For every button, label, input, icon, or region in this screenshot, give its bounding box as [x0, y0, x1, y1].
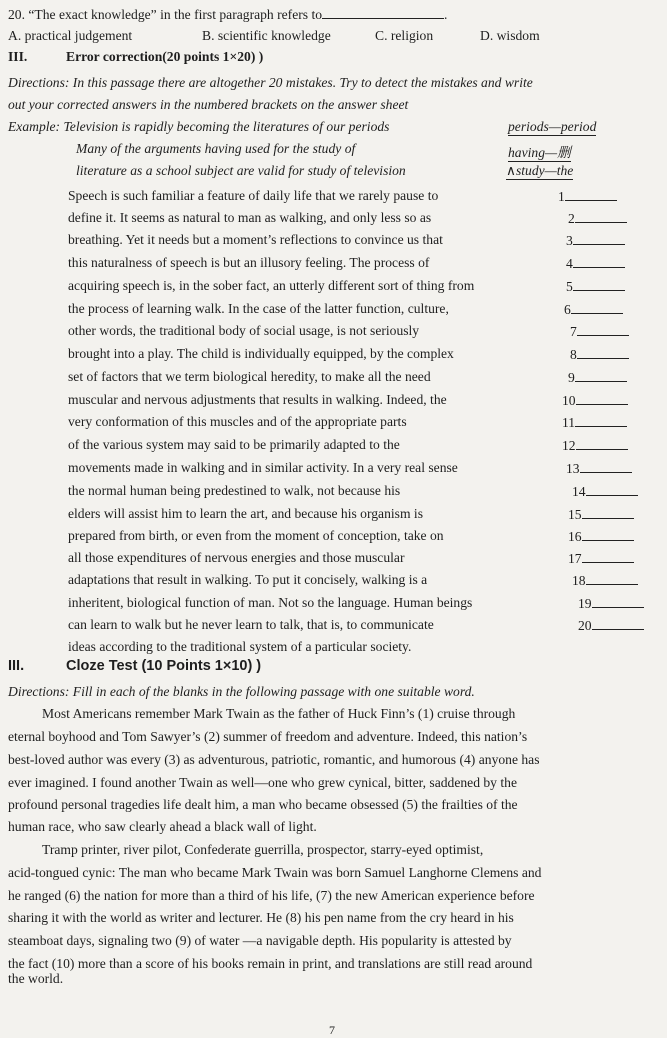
- passage-line: muscular and nervous adjustments that results in walking. Indeed, the 10: [68, 392, 667, 408]
- section-number: III.: [8, 658, 25, 674]
- answer-slot[interactable]: 14: [572, 483, 638, 500]
- option-a: A. practical judgement: [8, 28, 133, 43]
- passage-line: very conformation of this muscles and of the appropriate parts 11: [68, 414, 667, 430]
- example-text: Many of the arguments having used for the study of: [76, 141, 356, 156]
- passage-line: define it. It seems as natural to man as walking, and only less so as 2: [68, 210, 667, 226]
- answer-slot[interactable]: 18: [572, 572, 638, 589]
- passage-line: inheritent, biological function of man. Not so the language. Human beings 19: [68, 595, 667, 611]
- example-line-1: [8, 119, 667, 135]
- option-b: B. scientific knowledge: [202, 28, 331, 43]
- section-number: III.: [8, 49, 28, 64]
- answer-slot[interactable]: 13: [566, 460, 632, 477]
- answer-slot[interactable]: 3: [566, 232, 625, 249]
- cloze-line: profound personal tragedies life dealt him, a man who became obsessed (5) the frailties of the: [8, 797, 518, 812]
- answer-slot[interactable]: 2: [568, 210, 627, 227]
- answer-slot[interactable]: 17: [568, 550, 634, 567]
- option-c: C. religion: [375, 28, 434, 43]
- passage-line: elders will assist him to learn the art, and because his organism is 15: [68, 506, 667, 522]
- error-directions-2: out your corrected answers in the numbered brackets on the answer sheet: [8, 97, 409, 112]
- answer-blank[interactable]: [322, 6, 444, 19]
- answer-slot[interactable]: 19: [578, 595, 644, 612]
- cloze-line: the fact (10) more than a score of his books remain in print, and translations are still read around: [8, 956, 533, 971]
- page-number: 7: [329, 1023, 335, 1037]
- answer-slot[interactable]: 1: [558, 188, 617, 205]
- answer-slot[interactable]: 6: [564, 301, 623, 318]
- cloze-directions: Directions: Fill in each of the blanks in the following passage with one suitable word.: [8, 684, 475, 699]
- answer-slot[interactable]: 4: [566, 255, 625, 272]
- cloze-line: sharing it with the world as writer and lecturer. He (8) his pen name from the cry heard in his: [8, 910, 514, 925]
- example-line-3: [76, 163, 667, 179]
- answer-slot[interactable]: 20: [578, 617, 644, 634]
- question-20-stem: 20. “The exact knowledge” in the first paragraph refers to: [8, 7, 323, 22]
- passage-line: acquiring speech is, in the sober fact, an utterly different sort of thing from 5: [68, 278, 667, 294]
- error-directions-1: Directions: In this passage there are altogether 20 mistakes. Try to detect the mistakes and write: [8, 75, 533, 90]
- cloze-line: best-loved author was every (3) as adventurous, patriotic, romantic, and humorous (4) anyone has: [8, 752, 540, 767]
- option-d: D. wisdom: [480, 28, 540, 43]
- passage-line: breathing. Yet it needs but a moment’s reflections to convince us that 3: [68, 232, 667, 248]
- cloze-line: he ranged (6) the nation for more than a third of his life, (7) the new American experience before: [8, 888, 535, 903]
- answer-slot[interactable]: 7: [570, 323, 629, 340]
- section-title: Cloze Test (10 Points 1×10) ): [66, 658, 262, 674]
- answer-slot[interactable]: 15: [568, 506, 634, 523]
- example-text: literature as a school subject are valid for study of television: [76, 163, 406, 178]
- cloze-line: steamboat days, signaling two (9) of water —a navigable depth. His popularity is attested by: [8, 933, 512, 948]
- passage-line: can learn to walk but he never learn to talk, that is, to communicate 20: [68, 617, 667, 633]
- passage-line: the process of learning walk. In the case of the latter function, culture, 6: [68, 301, 667, 317]
- passage-line: set of factors that we term biological heredity, to make all the need 9: [68, 369, 667, 385]
- answer-slot[interactable]: 16: [568, 528, 634, 545]
- answer-slot[interactable]: 10: [562, 392, 628, 409]
- answer-slot[interactable]: 5: [566, 278, 625, 295]
- passage-line: brought into a play. The child is individually equipped, by the complex 8: [68, 346, 667, 362]
- example-text: Example: Television is rapidly becoming the literatures of our periods: [8, 119, 390, 134]
- cloze-line: human race, who saw clearly ahead a black wall of light.: [8, 819, 317, 834]
- passage-line: other words, the traditional body of social usage, is not seriously 7: [68, 323, 667, 339]
- passage-line: ideas according to the traditional system of a particular society.: [68, 639, 412, 654]
- example-line-2: [76, 141, 667, 160]
- example-answer: having—删: [508, 141, 571, 162]
- cloze-line: Most Americans remember Mark Twain as the father of Huck Finn’s (1) cruise through: [42, 706, 516, 721]
- passage-line: movements made in walking and in similar activity. In a very real sense 13: [68, 460, 667, 476]
- cloze-line: ever imagined. I found another Twain as well—one who grew cynical, bitter, saddened by the: [8, 775, 517, 790]
- error-section-heading: [8, 49, 667, 65]
- example-answer: periods—period: [508, 119, 597, 134]
- passage-line: this naturalness of speech is but an illusory feeling. The process of 4: [68, 255, 667, 271]
- cloze-line: the world.: [8, 971, 64, 986]
- question-20: [8, 6, 667, 23]
- cloze-line: acid-tongued cynic: The man who became Mark Twain was born Samuel Langhorne Clemens and: [8, 865, 542, 880]
- answer-slot[interactable]: 12: [562, 437, 628, 454]
- example-answer: ∧study—the: [506, 163, 574, 178]
- answer-slot[interactable]: 9: [568, 369, 627, 386]
- cloze-line: Tramp printer, river pilot, Confederate guerrilla, prospector, starry-eyed optimist,: [42, 842, 484, 857]
- cloze-line: eternal boyhood and Tom Sawyer’s (2) summer of freedom and adventure. Indeed, this nation’s: [8, 729, 528, 744]
- section-title: Error correction(20 points 1×20) ): [66, 49, 264, 64]
- passage-line: of the various system may said to be primarily adapted to the 12: [68, 437, 667, 453]
- passage-line: all those expenditures of nervous energies and those muscular 17: [68, 550, 667, 566]
- passage-line: adaptations that result in walking. To put it concisely, walking is a 18: [68, 572, 667, 588]
- passage-line: the normal human being predestined to walk, not because his 14: [68, 483, 667, 499]
- passage-line: prepared from birth, or even from the moment of conception, take on 16: [68, 528, 667, 544]
- passage-line: Speech is such familiar a feature of daily life that we rarely pause to 1: [68, 188, 667, 204]
- answer-slot[interactable]: 11: [562, 414, 627, 431]
- question-20-end: .: [444, 7, 448, 22]
- answer-slot[interactable]: 8: [570, 346, 629, 363]
- cloze-section-heading: [8, 658, 667, 674]
